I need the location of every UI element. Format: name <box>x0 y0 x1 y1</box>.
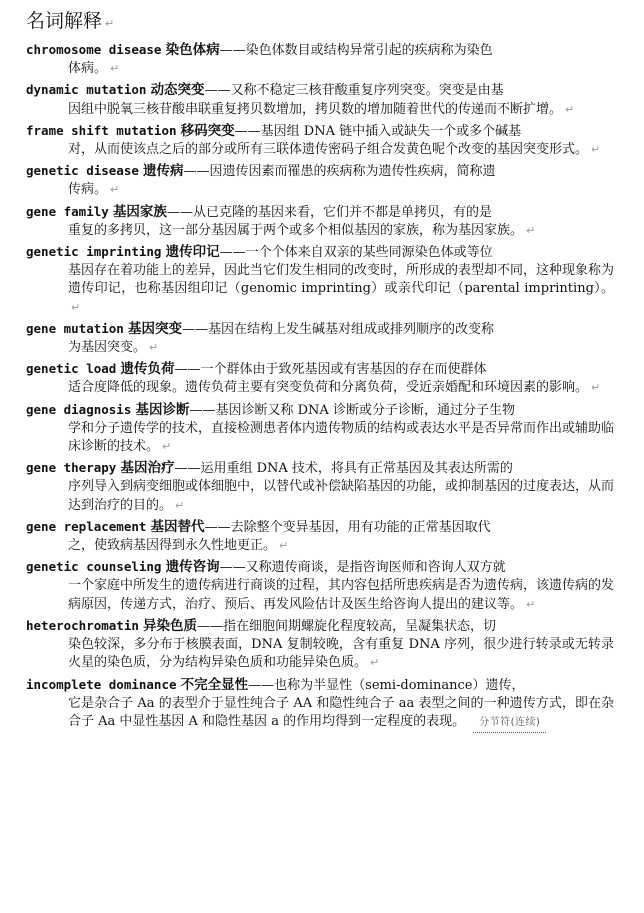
definition-start: ——从已克隆的基因来看，它们并不都是单拷贝，有的是 <box>166 204 492 220</box>
term-chinese: 异染色质 <box>143 617 198 634</box>
glossary-entry <box>26 518 614 555</box>
definition-continuation <box>26 262 614 317</box>
definition-start: ——基因诊断又称 DNA 诊断或分子诊断，通过分子生物 <box>189 402 515 418</box>
entry-first-line <box>26 401 614 420</box>
term-english: gene therapy <box>26 460 117 476</box>
entry-first-line <box>26 459 614 478</box>
term-chinese: 基因治疗 <box>120 460 175 477</box>
term-chinese: 遗传负荷 <box>120 361 175 378</box>
paragraph-mark-icon: ↵ <box>110 62 120 76</box>
definition-continuation <box>26 636 614 672</box>
glossary-entry <box>26 122 614 159</box>
definition-start: ——因遗传因素而罹患的疾病称为遗传性疾病，简称遗 <box>183 164 496 180</box>
section-break-marker: 分节符(连续) <box>473 714 546 733</box>
definition-rest: 体病。 <box>68 61 108 77</box>
definition-start: ——染色体数目或结构异常引起的疾病称为染色 <box>219 43 493 58</box>
term-chinese: 遗传病 <box>143 163 184 180</box>
definition-continuation <box>26 577 614 613</box>
term-english: incomplete dominance <box>26 676 177 692</box>
paragraph-mark-icon: ↵ <box>175 498 185 512</box>
entry-first-line <box>26 320 614 339</box>
definition-continuation <box>26 222 614 240</box>
glossary-entry <box>26 162 614 199</box>
definition-rest: 因组中脱氧三核苷酸串联重复拷贝数增加，拷贝数的增加随着世代的传递而不断扩增。 <box>68 101 563 117</box>
term-chinese: 遗传咨询 <box>165 559 220 576</box>
definition-rest: 对，从而使该点之后的部分或所有三联体遗传密码子组合发黄色呢个改变的基因突变形式。 <box>68 142 589 158</box>
definition-rest: 基因存在着功能上的差异，因此当它们发生相同的改变时，所形成的表型却不同，这种现象称为遗传印记，也称基因组印记（genomic imprinting）或亲代印记（parental imprinting）。 <box>68 263 615 297</box>
paragraph-mark-icon: ↵ <box>149 341 159 355</box>
definition-continuation <box>26 537 614 555</box>
entry-first-line <box>26 617 614 636</box>
definition-start: ——也称为半显性（semi-dominance）遗传， <box>248 677 525 693</box>
definition-start: ——又称不稳定三核苷酸重复序列突变。突变是由基 <box>204 83 504 99</box>
definition-continuation <box>26 420 614 456</box>
heading-text: 名词解释 <box>26 10 103 32</box>
term-chinese: 基因诊断 <box>135 401 190 418</box>
definition-rest: 传病。 <box>68 182 108 198</box>
definition-start: ——去除整个变异基因，用有功能的正常基因取代 <box>204 519 491 535</box>
definition-rest: 为基因突变。 <box>68 340 147 356</box>
term-chinese: 基因替代 <box>150 518 205 535</box>
glossary-entry <box>26 243 614 317</box>
definition-continuation <box>26 101 614 119</box>
term-english: genetic disease <box>26 163 139 179</box>
term-english: genetic load <box>26 361 117 377</box>
definition-rest: 染色较深，多分布于核膜表面，DNA 复制较晚，含有重复 DNA 序列，很少进行转录或无转录火星的染色质，分为结构异染色质和功能异染色质。 <box>68 637 614 671</box>
definition-continuation <box>26 379 614 397</box>
definition-continuation <box>26 695 614 733</box>
paragraph-mark-icon: ↵ <box>370 656 380 670</box>
entry-first-line <box>26 518 614 537</box>
glossary-entry <box>26 203 614 240</box>
definition-continuation <box>26 478 614 514</box>
paragraph-mark-icon: ↵ <box>105 17 115 30</box>
entry-first-line <box>26 360 614 379</box>
definition-rest: 它是杂合子 Aa 的表型介于显性纯合子 AA 和隐性纯合子 aa 表型之间的一种遗传方式，即在杂合子 Aa 中显性基因 A 和隐性基因 a 的作用均得到一定程度的表现。 <box>68 695 614 729</box>
term-english: genetic imprinting <box>26 244 162 260</box>
definition-continuation <box>26 339 614 357</box>
paragraph-mark-icon: ↵ <box>591 143 601 157</box>
paragraph-mark-icon: ↵ <box>591 381 601 395</box>
definition-continuation <box>26 60 614 78</box>
term-english: heterochromatin <box>26 617 139 633</box>
term-chinese: 染色体病 <box>165 42 220 58</box>
paragraph-mark-icon: ↵ <box>162 440 172 454</box>
definition-rest: 一个家庭中所发生的遗传病进行商谈的过程，其内容包括所患疾病是否为遗传病，该遗传病的发病原因，传递方式，治疗、预后、再发风险估计及医生给咨询人提出的建议等。 <box>68 578 615 612</box>
definition-start: ——又称遗传商谈，是指咨询医师和咨询人双方就 <box>219 560 506 576</box>
glossary-entry <box>26 676 614 734</box>
term-english: dynamic mutation <box>26 82 147 98</box>
term-chinese: 移码突变 <box>180 122 235 139</box>
term-english: gene family <box>26 203 109 219</box>
glossary-entry <box>26 360 614 397</box>
definition-start: ——基因在结构上发生碱基对组成或排列顺序的改变称 <box>181 321 494 337</box>
paragraph-mark-icon: ↵ <box>71 300 81 314</box>
term-chinese: 基因突变 <box>127 320 182 337</box>
paragraph-mark-icon: ↵ <box>279 539 289 553</box>
term-english: gene replacement <box>26 518 147 534</box>
term-chinese: 遗传印记 <box>165 244 220 261</box>
entry-first-line <box>26 122 614 141</box>
definition-rest: 重复的多拷贝，这一部分基因属于两个或多个相似基因的家族，称为基因家族。 <box>68 222 524 238</box>
term-chinese: 不完全显性 <box>180 676 249 693</box>
term-english: genetic counseling <box>26 559 162 575</box>
entry-first-line <box>26 81 614 100</box>
entry-first-line <box>26 558 614 577</box>
glossary-entry <box>26 401 614 457</box>
paragraph-mark-icon: ↵ <box>526 597 536 611</box>
definition-rest: 序列导入到病变细胞或体细胞中，以替代或补偿缺陷基因的功能，或抑制基因的过度表达，从而达到治疗的目的。 <box>68 479 615 513</box>
definition-start: ——一个个体来自双亲的某些同源染色体或等位 <box>219 245 493 261</box>
term-english: gene diagnosis <box>26 401 132 417</box>
entry-first-line <box>26 676 614 695</box>
paragraph-mark-icon: ↵ <box>110 183 120 197</box>
entry-first-line <box>26 243 614 262</box>
glossary-entry <box>26 459 614 515</box>
page-heading <box>26 8 614 37</box>
glossary-entry <box>26 81 614 118</box>
term-english: chromosome disease <box>26 42 162 57</box>
definition-start: ——基因组 DNA 链中插入或缺失一个或多个碱基 <box>234 123 522 139</box>
term-english: frame shift mutation <box>26 122 177 138</box>
entry-first-line <box>26 162 614 181</box>
glossary-list <box>26 41 614 733</box>
definition-start: ——一个群体由于致死基因或有害基因的存在而使群体 <box>174 362 487 378</box>
definition-start: ——运用重组 DNA 技术，将具有正常基因及其表达所需的 <box>174 461 513 477</box>
definition-continuation <box>26 141 614 159</box>
definition-rest: 之，使致病基因得到永久性地更正。 <box>68 538 277 554</box>
definition-start: ——指在细胞间期螺旋化程度较高，呈凝集状态，切 <box>197 618 497 634</box>
glossary-entry <box>26 41 614 78</box>
definition-continuation <box>26 181 614 199</box>
term-chinese: 动态突变 <box>150 82 205 99</box>
definition-rest: 学和分子遗传学的技术，直接检测患者体内遗传物质的结构或表达水平是否异常而作出或辅助临床诊断的技术。 <box>68 420 615 455</box>
definition-rest: 适合度降低的现象。遗传负荷主要有突变负荷和分离负荷，受近亲婚配和环境因素的影响。 <box>68 380 589 396</box>
glossary-entry <box>26 558 614 614</box>
entry-first-line <box>26 41 614 60</box>
glossary-entry <box>26 617 614 673</box>
term-english: gene mutation <box>26 320 124 336</box>
paragraph-mark-icon: ↵ <box>565 102 575 116</box>
glossary-entry <box>26 320 614 357</box>
entry-first-line <box>26 203 614 222</box>
paragraph-mark-icon: ↵ <box>526 223 536 237</box>
term-chinese: 基因家族 <box>112 203 167 220</box>
